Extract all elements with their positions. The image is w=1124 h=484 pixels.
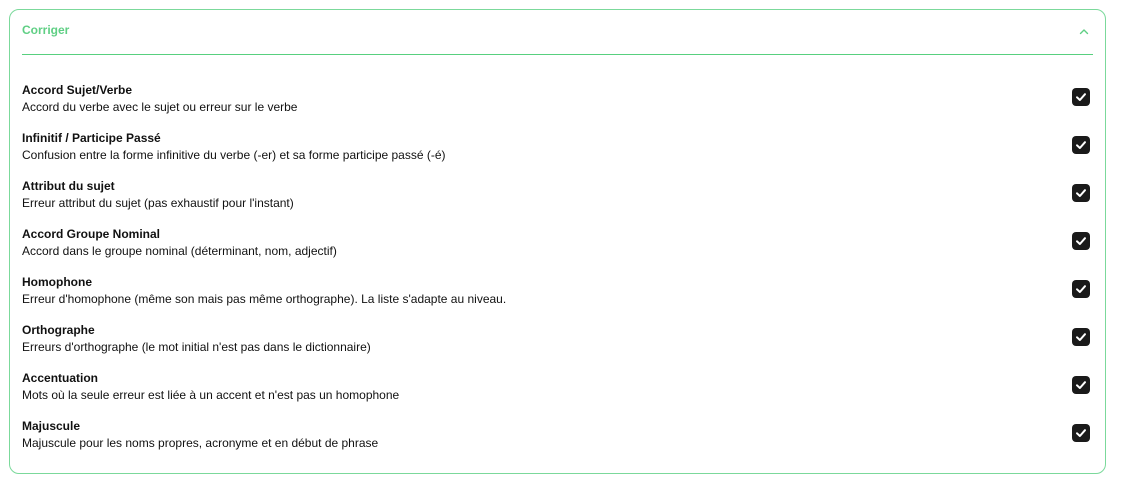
checkmark-icon xyxy=(1075,379,1087,391)
checkmark-icon xyxy=(1075,331,1087,343)
checkmark-icon xyxy=(1075,139,1087,151)
option-title: Orthographe xyxy=(22,323,95,337)
option-title: Infinitif / Participe Passé xyxy=(22,131,161,145)
correction-options-list xyxy=(22,83,1093,467)
option-description: Accord du verbe avec le sujet ou erreur sur le verbe xyxy=(22,100,298,114)
checkmark-icon xyxy=(1075,283,1087,295)
option-description: Confusion entre la forme infinitive du verbe (-er) et sa forme participe passé (-é) xyxy=(22,148,446,162)
corriger-panel xyxy=(9,9,1106,474)
option-checkbox[interactable] xyxy=(1072,184,1090,202)
option-description: Erreurs d'orthographe (le mot initial n'est pas dans le dictionnaire) xyxy=(22,340,371,354)
option-description: Mots où la seule erreur est liée à un accent et n'est pas un homophone xyxy=(22,388,400,402)
option-checkbox[interactable] xyxy=(1072,424,1090,442)
option-title: Accord Sujet/Verbe xyxy=(22,83,133,97)
option-checkbox[interactable] xyxy=(1072,136,1090,154)
option-description: Erreur attribut du sujet (pas exhaustif pour l'instant) xyxy=(22,196,294,210)
checkmark-icon xyxy=(1075,187,1087,199)
option-title: Homophone xyxy=(22,275,92,289)
option-title: Accentuation xyxy=(22,371,99,385)
panel-header-toggle[interactable] xyxy=(22,10,1093,55)
option-majuscule xyxy=(22,419,1093,467)
option-description: Accord dans le groupe nominal (déterminant, nom, adjectif) xyxy=(22,244,337,258)
option-accentuation xyxy=(22,371,1093,419)
checkmark-icon xyxy=(1075,427,1087,439)
option-checkbox[interactable] xyxy=(1072,280,1090,298)
option-accord-sujet-verbe xyxy=(22,83,1093,131)
chevron-up-icon[interactable] xyxy=(1079,27,1089,37)
option-attribut-du-sujet xyxy=(22,179,1093,227)
checkmark-icon xyxy=(1075,235,1087,247)
option-checkbox[interactable] xyxy=(1072,232,1090,250)
checkmark-icon xyxy=(1075,91,1087,103)
option-checkbox[interactable] xyxy=(1072,88,1090,106)
option-title: Majuscule xyxy=(22,419,81,433)
option-checkbox[interactable] xyxy=(1072,376,1090,394)
option-homophone xyxy=(22,275,1093,323)
option-infinitif-participe-passe xyxy=(22,131,1093,179)
option-orthographe xyxy=(22,323,1093,371)
option-title: Accord Groupe Nominal xyxy=(22,227,161,241)
option-description: Erreur d'homophone (même son mais pas même orthographe). La liste s'adapte au niveau. xyxy=(22,292,507,306)
option-title: Attribut du sujet xyxy=(22,179,115,193)
option-checkbox[interactable] xyxy=(1072,328,1090,346)
panel-title: Corriger xyxy=(22,23,70,37)
option-accord-groupe-nominal xyxy=(22,227,1093,275)
option-description: Majuscule pour les noms propres, acronyme et en début de phrase xyxy=(22,436,379,450)
